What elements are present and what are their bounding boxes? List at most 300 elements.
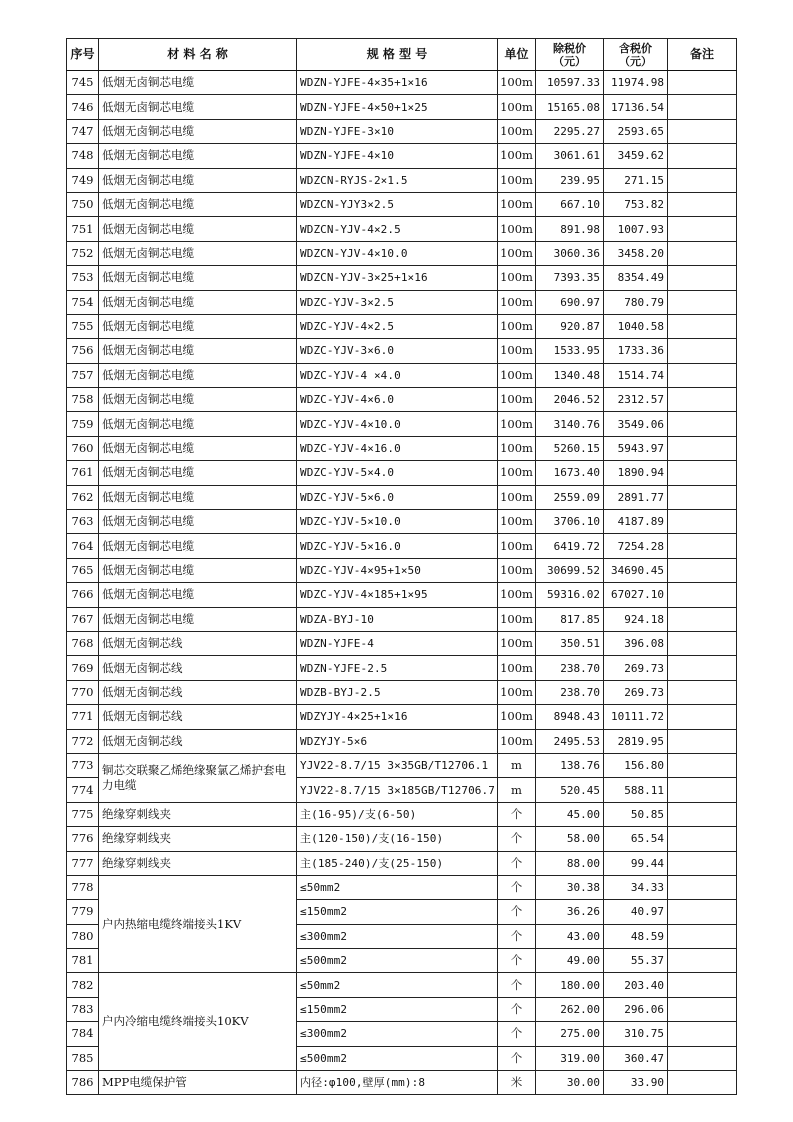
material-name: 低烟无卤铜芯电缆 [99,314,297,338]
material-name: 绝缘穿刺线夹 [99,802,297,826]
header-price-inc [604,39,668,71]
header-note: 备注 [668,39,737,71]
table-row [67,851,737,875]
row-number: 760 [67,436,99,460]
table-row [67,217,737,241]
spec-model: WDZCN-YJV-4×2.5 [297,217,498,241]
table-row [67,168,737,192]
row-number: 758 [67,388,99,412]
row-number: 745 [67,71,99,95]
spec-model: WDZC-YJV-4 ×4.0 [297,363,498,387]
price-incl-tax: 396.08 [604,631,668,655]
price-incl-tax: 2819.95 [604,729,668,753]
material-name: 低烟无卤铜芯线 [99,631,297,655]
unit: 100m [498,290,536,314]
unit: 100m [498,217,536,241]
row-number: 776 [67,827,99,851]
note [668,875,737,899]
unit: 100m [498,192,536,216]
note [668,119,737,143]
header-name: 材 料 名 称 [99,39,297,71]
header-price-ex-label: 除税价 [553,41,586,55]
price-excl-tax: 30.00 [536,1071,604,1095]
price-incl-tax: 99.44 [604,851,668,875]
price-excl-tax: 2559.09 [536,485,604,509]
table-row [67,973,737,997]
note [668,802,737,826]
row-number: 754 [67,290,99,314]
spec-model: WDZCN-RYJS-2×1.5 [297,168,498,192]
unit: 100m [498,461,536,485]
material-name: 低烟无卤铜芯线 [99,705,297,729]
table-row [67,558,737,582]
row-number: 748 [67,144,99,168]
table-body [67,71,737,1095]
spec-model: WDZYJY-5×6 [297,729,498,753]
unit: 100m [498,388,536,412]
material-name: 低烟无卤铜芯电缆 [99,95,297,119]
spec-model: YJV22-8.7/15 3×35GB/T12706.1 [297,753,498,777]
table-row [67,1071,737,1095]
price-incl-tax: 17136.54 [604,95,668,119]
spec-model: WDZC-YJV-4×95+1×50 [297,558,498,582]
material-name: 低烟无卤铜芯电缆 [99,168,297,192]
row-number: 750 [67,192,99,216]
price-excl-tax: 59316.02 [536,583,604,607]
price-excl-tax: 319.00 [536,1046,604,1070]
price-incl-tax: 3549.06 [604,412,668,436]
spec-model: WDZN-YJFE-4×10 [297,144,498,168]
table-row [67,485,737,509]
price-excl-tax: 3140.76 [536,412,604,436]
table-row [67,753,737,777]
note [668,973,737,997]
note [668,290,737,314]
spec-model: WDZB-BYJ-2.5 [297,680,498,704]
note [668,71,737,95]
spec-model: WDZCN-YJV-3×25+1×16 [297,266,498,290]
spec-model: WDZYJY-4×25+1×16 [297,705,498,729]
spec-model: 内径:φ100,壁厚(mm):8 [297,1071,498,1095]
unit: 个 [498,1022,536,1046]
price-excl-tax: 138.76 [536,753,604,777]
material-name-merged: 铜芯交联聚乙烯绝缘聚氯乙烯护套电力电缆 [99,753,297,802]
price-excl-tax: 6419.72 [536,534,604,558]
price-excl-tax: 5260.15 [536,436,604,460]
price-incl-tax: 5943.97 [604,436,668,460]
unit: 个 [498,802,536,826]
unit: 个 [498,1046,536,1070]
spec-model: WDZC-YJV-4×10.0 [297,412,498,436]
unit: 100m [498,241,536,265]
spec-model: ≤500mm2 [297,949,498,973]
price-excl-tax: 350.51 [536,631,604,655]
spec-model: WDZA-BYJ-10 [297,607,498,631]
note [668,461,737,485]
note [668,363,737,387]
row-number: 774 [67,778,99,802]
price-incl-tax: 33.90 [604,1071,668,1095]
row-number: 762 [67,485,99,509]
price-excl-tax: 238.70 [536,656,604,680]
spec-model: WDZCN-YJY3×2.5 [297,192,498,216]
row-number: 749 [67,168,99,192]
unit: 100m [498,705,536,729]
table-row [67,534,737,558]
price-incl-tax: 269.73 [604,656,668,680]
spec-model: ≤50mm2 [297,875,498,899]
price-excl-tax: 8948.43 [536,705,604,729]
note [668,412,737,436]
price-excl-tax: 49.00 [536,949,604,973]
unit: m [498,778,536,802]
table-row [67,363,737,387]
price-incl-tax: 203.40 [604,973,668,997]
note [668,924,737,948]
row-number: 768 [67,631,99,655]
price-incl-tax: 1007.93 [604,217,668,241]
spec-model: 主(185-240)/支(25-150) [297,851,498,875]
note [668,900,737,924]
spec-model: WDZC-YJV-4×185+1×95 [297,583,498,607]
price-incl-tax: 1733.36 [604,339,668,363]
note [668,1071,737,1095]
header-spec: 规 格 型 号 [297,39,498,71]
price-incl-tax: 360.47 [604,1046,668,1070]
header-price-inc-label: 含税价 [619,41,652,55]
price-excl-tax: 3060.36 [536,241,604,265]
spec-model: ≤300mm2 [297,924,498,948]
note [668,607,737,631]
note [668,217,737,241]
price-excl-tax: 262.00 [536,997,604,1021]
price-incl-tax: 8354.49 [604,266,668,290]
price-incl-tax: 3458.20 [604,241,668,265]
note [668,558,737,582]
unit: 100m [498,680,536,704]
row-number: 753 [67,266,99,290]
unit: 100m [498,656,536,680]
table-header [67,39,737,71]
price-incl-tax: 4187.89 [604,510,668,534]
row-number: 751 [67,217,99,241]
note [668,583,737,607]
table-row [67,119,737,143]
spec-model: WDZC-YJV-4×6.0 [297,388,498,412]
table-row [67,192,737,216]
table-row [67,339,737,363]
unit: 100m [498,485,536,509]
table-row [67,827,737,851]
row-number: 755 [67,314,99,338]
price-incl-tax: 34690.45 [604,558,668,582]
unit: 个 [498,875,536,899]
spec-model: WDZN-YJFE-4×35+1×16 [297,71,498,95]
price-excl-tax: 1533.95 [536,339,604,363]
unit: 100m [498,71,536,95]
note [668,510,737,534]
row-number: 767 [67,607,99,631]
unit: 100m [498,339,536,363]
price-incl-tax: 753.82 [604,192,668,216]
spec-model: YJV22-8.7/15 3×185GB/T12706.7 [297,778,498,802]
note [668,314,737,338]
spec-model: WDZN-YJFE-2.5 [297,656,498,680]
spec-model: WDZN-YJFE-4×50+1×25 [297,95,498,119]
note [668,168,737,192]
unit: 100m [498,510,536,534]
note [668,1046,737,1070]
header-price-ex [536,39,604,71]
note [668,753,737,777]
header-unit: 单位 [498,39,536,71]
price-excl-tax: 2295.27 [536,119,604,143]
note [668,192,737,216]
material-name-merged: 户内冷缩电缆终端接头10KV [99,973,297,1071]
price-incl-tax: 50.85 [604,802,668,826]
spec-model: WDZC-YJV-4×2.5 [297,314,498,338]
note [668,705,737,729]
spec-model: WDZCN-YJV-4×10.0 [297,241,498,265]
note [668,436,737,460]
unit: 100m [498,534,536,558]
price-incl-tax: 1040.58 [604,314,668,338]
material-name: 低烟无卤铜芯电缆 [99,558,297,582]
material-name: 低烟无卤铜芯电缆 [99,388,297,412]
spec-model: WDZN-YJFE-4 [297,631,498,655]
spec-model: WDZC-YJV-5×10.0 [297,510,498,534]
note [668,851,737,875]
unit: 100m [498,607,536,631]
price-incl-tax: 2891.77 [604,485,668,509]
table-row [67,71,737,95]
row-number: 752 [67,241,99,265]
material-name: MPP电缆保护管 [99,1071,297,1095]
note [668,534,737,558]
table-row [67,729,737,753]
row-number: 763 [67,510,99,534]
price-excl-tax: 45.00 [536,802,604,826]
material-name: 低烟无卤铜芯电缆 [99,266,297,290]
table-row [67,266,737,290]
price-incl-tax: 55.37 [604,949,668,973]
note [668,1022,737,1046]
unit: 100m [498,266,536,290]
note [668,241,737,265]
table-row [67,631,737,655]
spec-model: 主(120-150)/支(16-150) [297,827,498,851]
note [668,388,737,412]
note [668,949,737,973]
material-name: 低烟无卤铜芯电缆 [99,363,297,387]
row-number: 784 [67,1022,99,1046]
table-row [67,656,737,680]
row-number: 771 [67,705,99,729]
material-name: 低烟无卤铜芯电缆 [99,510,297,534]
row-number: 766 [67,583,99,607]
material-name: 绝缘穿刺线夹 [99,851,297,875]
note [668,680,737,704]
price-excl-tax: 58.00 [536,827,604,851]
row-number: 765 [67,558,99,582]
price-excl-tax: 10597.33 [536,71,604,95]
price-incl-tax: 2312.57 [604,388,668,412]
note [668,778,737,802]
material-name: 低烟无卤铜芯电缆 [99,71,297,95]
row-number: 780 [67,924,99,948]
header-price-ex-unit: （元） [553,54,586,68]
unit: 100m [498,363,536,387]
unit: 100m [498,729,536,753]
price-excl-tax: 3061.61 [536,144,604,168]
material-name: 低烟无卤铜芯线 [99,680,297,704]
note [668,631,737,655]
row-number: 772 [67,729,99,753]
price-incl-tax: 296.06 [604,997,668,1021]
table-row [67,680,737,704]
spec-model: ≤50mm2 [297,973,498,997]
material-name: 低烟无卤铜芯电缆 [99,534,297,558]
row-number: 770 [67,680,99,704]
material-name: 低烟无卤铜芯电缆 [99,412,297,436]
row-number: 782 [67,973,99,997]
price-incl-tax: 11974.98 [604,71,668,95]
table-row [67,144,737,168]
price-excl-tax: 238.70 [536,680,604,704]
price-excl-tax: 15165.08 [536,95,604,119]
price-excl-tax: 690.97 [536,290,604,314]
unit: 个 [498,851,536,875]
table-row [67,95,737,119]
table-row [67,314,737,338]
table-row [67,388,737,412]
spec-model: WDZC-YJV-5×16.0 [297,534,498,558]
price-incl-tax: 310.75 [604,1022,668,1046]
price-excl-tax: 36.26 [536,900,604,924]
unit: 个 [498,924,536,948]
unit: 个 [498,949,536,973]
price-incl-tax: 588.11 [604,778,668,802]
spec-model: WDZC-YJV-5×6.0 [297,485,498,509]
price-excl-tax: 667.10 [536,192,604,216]
material-name: 低烟无卤铜芯电缆 [99,607,297,631]
price-excl-tax: 180.00 [536,973,604,997]
row-number: 756 [67,339,99,363]
material-name: 低烟无卤铜芯电缆 [99,436,297,460]
price-excl-tax: 2495.53 [536,729,604,753]
spec-model: WDZC-YJV-3×6.0 [297,339,498,363]
row-number: 775 [67,802,99,826]
row-number: 779 [67,900,99,924]
material-name: 绝缘穿刺线夹 [99,827,297,851]
price-incl-tax: 156.80 [604,753,668,777]
note [668,656,737,680]
material-name: 低烟无卤铜芯线 [99,729,297,753]
material-name: 低烟无卤铜芯电缆 [99,144,297,168]
spec-model: ≤150mm2 [297,900,498,924]
unit: 100m [498,95,536,119]
unit: 个 [498,827,536,851]
price-excl-tax: 1673.40 [536,461,604,485]
unit: 米 [498,1071,536,1095]
unit: 个 [498,900,536,924]
price-excl-tax: 43.00 [536,924,604,948]
row-number: 746 [67,95,99,119]
price-excl-tax: 920.87 [536,314,604,338]
price-excl-tax: 891.98 [536,217,604,241]
price-excl-tax: 3706.10 [536,510,604,534]
price-incl-tax: 40.97 [604,900,668,924]
price-incl-tax: 269.73 [604,680,668,704]
price-incl-tax: 271.15 [604,168,668,192]
spec-model: WDZC-YJV-5×4.0 [297,461,498,485]
material-name-merged: 户内热缩电缆终端接头1KV [99,875,297,973]
price-excl-tax: 520.45 [536,778,604,802]
price-excl-tax: 7393.35 [536,266,604,290]
row-number: 747 [67,119,99,143]
table-row [67,875,737,899]
price-excl-tax: 30699.52 [536,558,604,582]
row-number: 757 [67,363,99,387]
price-incl-tax: 10111.72 [604,705,668,729]
row-number: 759 [67,412,99,436]
row-number: 764 [67,534,99,558]
price-excl-tax: 88.00 [536,851,604,875]
unit: 100m [498,144,536,168]
row-number: 761 [67,461,99,485]
row-number: 781 [67,949,99,973]
spec-model: ≤500mm2 [297,1046,498,1070]
unit: 100m [498,412,536,436]
spec-model: WDZN-YJFE-3×10 [297,119,498,143]
material-name: 低烟无卤铜芯电缆 [99,192,297,216]
price-incl-tax: 65.54 [604,827,668,851]
spec-model: WDZC-YJV-3×2.5 [297,290,498,314]
row-number: 769 [67,656,99,680]
unit: 100m [498,631,536,655]
row-number: 783 [67,997,99,1021]
row-number: 773 [67,753,99,777]
table-row [67,607,737,631]
row-number: 778 [67,875,99,899]
price-excl-tax: 817.85 [536,607,604,631]
unit: 100m [498,583,536,607]
row-number: 785 [67,1046,99,1070]
note [668,266,737,290]
unit: 100m [498,314,536,338]
table-row [67,583,737,607]
price-incl-tax: 67027.10 [604,583,668,607]
header-price-inc-unit: （元） [619,54,652,68]
table-row [67,436,737,460]
unit: 100m [498,119,536,143]
material-name: 低烟无卤铜芯电缆 [99,290,297,314]
material-name: 低烟无卤铜芯电缆 [99,241,297,265]
material-name: 低烟无卤铜芯电缆 [99,339,297,363]
material-name: 低烟无卤铜芯电缆 [99,119,297,143]
price-incl-tax: 34.33 [604,875,668,899]
price-incl-tax: 1514.74 [604,363,668,387]
price-incl-tax: 924.18 [604,607,668,631]
spec-model: WDZC-YJV-4×16.0 [297,436,498,460]
note [668,827,737,851]
price-incl-tax: 2593.65 [604,119,668,143]
note [668,95,737,119]
price-excl-tax: 30.38 [536,875,604,899]
unit: m [498,753,536,777]
unit: 100m [498,436,536,460]
table-row [67,412,737,436]
